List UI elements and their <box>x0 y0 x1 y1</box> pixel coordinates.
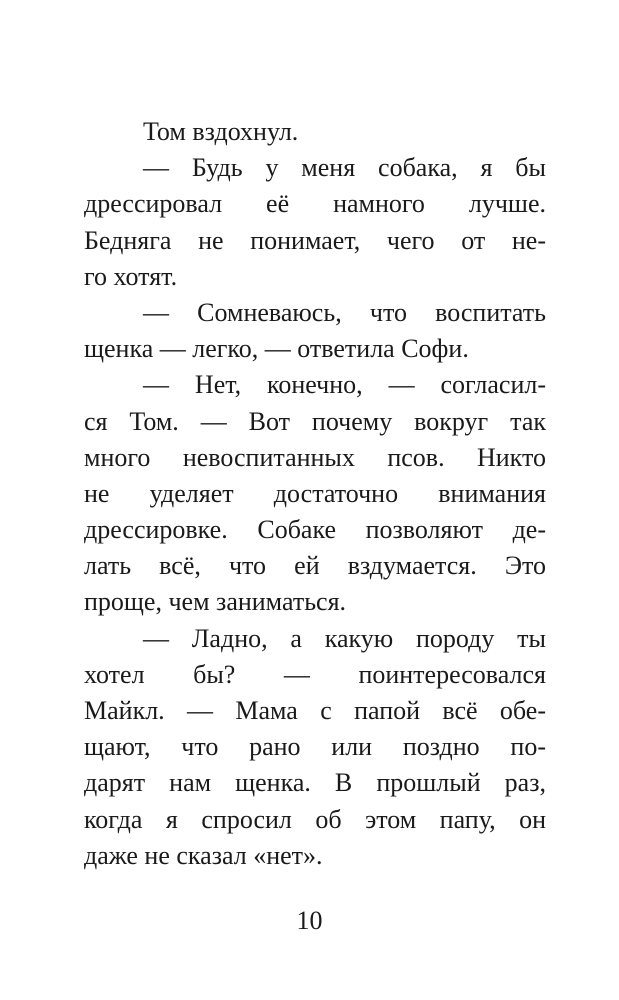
body-text <box>84 114 546 874</box>
text-line: Майкл. — Мама с папой всё обе- <box>84 696 546 725</box>
text-line: когда я спросил об этом папу, он <box>84 804 546 834</box>
text-line: дрессировке. Собаке позволяют де- <box>84 515 546 545</box>
text-line: хотел бы? — поинтересовался <box>84 659 546 689</box>
text-line: Бедняга не понимает, чего от не- <box>84 225 546 255</box>
text-line: дрессировал её намного лучше. <box>84 189 546 219</box>
text-line: щенка — легко, — ответила Софи. <box>84 334 469 364</box>
text-line: — Сомневаюсь, что воспитать <box>143 297 546 327</box>
text-line: даже не сказал «нет». <box>84 840 323 870</box>
text-line: проще, чем заниматься. <box>84 587 347 617</box>
text-line: щают, что рано или поздно по- <box>84 732 546 762</box>
text-line: — Будь у меня собака, я бы <box>143 153 546 183</box>
text-line: много невоспитанных псов. Никто <box>84 442 546 472</box>
text-line: лать всё, что ей вздумается. Это <box>84 551 546 581</box>
text-line: дарят нам щенка. В прошлый раз, <box>84 768 546 798</box>
text-line: не уделяет достаточно внимания <box>84 478 546 508</box>
text-line: — Нет, конечно, — согласил- <box>143 370 546 400</box>
text-line: Том вздохнул. <box>143 117 299 146</box>
text-line: го хотят. <box>84 261 178 291</box>
page-number: 10 <box>296 906 323 935</box>
text-line: — Ладно, а какую породу ты <box>143 623 546 653</box>
text-line: ся Том. — Вот почему вокруг так <box>84 406 546 436</box>
